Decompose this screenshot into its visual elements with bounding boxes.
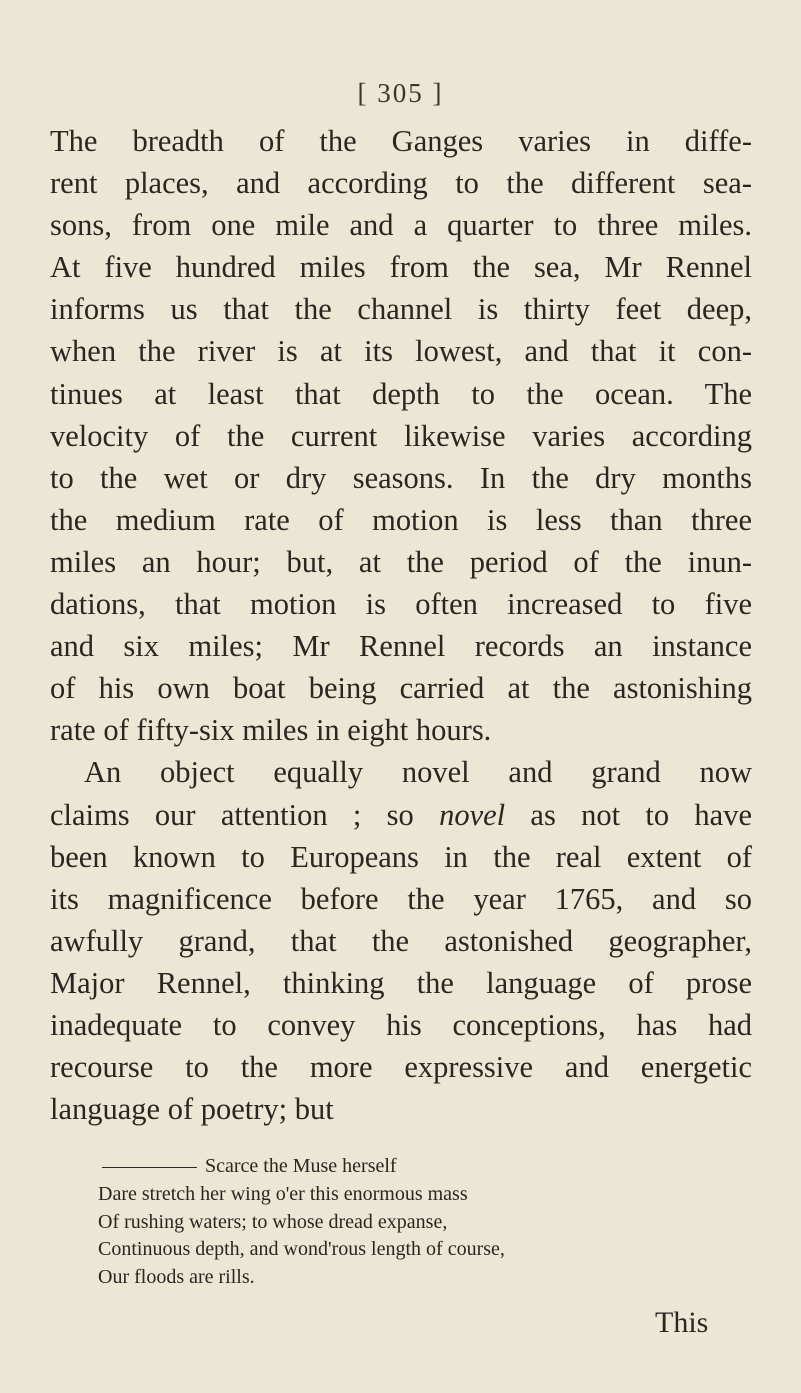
quote-line: Dare stretch her wing o'er this enormous mass <box>98 1182 468 1205</box>
text-line: At five hundred miles from the sea, Mr Rennel <box>50 250 752 285</box>
text-line: informs us that the channel is thirty feet deep, <box>50 292 752 327</box>
text-line: dations, that motion is often increased to five <box>50 587 752 622</box>
text-line: been known to Europeans in the real extent of <box>50 839 752 874</box>
quote-text: Scarce the Muse herself <box>205 1155 397 1177</box>
paragraph-start-line: An object equally novel and grand now <box>84 755 752 790</box>
text-segment: as not to have <box>505 797 752 832</box>
text-line: and six miles; Mr Rennel records an instance <box>50 629 752 664</box>
text-line: inadequate to convey his conceptions, has had <box>50 1007 752 1042</box>
page-number-header: [ 305 ] <box>357 78 444 108</box>
em-rule <box>102 1167 197 1168</box>
quote-line <box>98 1153 558 1181</box>
text-line: velocity of the current likewise varies according <box>50 418 752 453</box>
text-line: its magnificence before the year 1765, and so <box>50 881 752 916</box>
body-text <box>50 120 752 1130</box>
quote-line: Of rushing waters; to whose dread expanse, <box>98 1210 448 1233</box>
text-line: The breadth of the Ganges varies in diffe- <box>50 124 752 158</box>
text-line: when the river is at its lowest, and that it con- <box>50 334 752 369</box>
text-line: the medium rate of motion is less than three <box>50 502 752 537</box>
text-line: tinues at least that depth to the ocean. The <box>50 376 752 411</box>
text-line: awfully grand, that the astonished geographer, <box>50 923 752 958</box>
text-segment: claims our attention ; so <box>50 797 440 832</box>
catchword: This <box>655 1306 709 1339</box>
quote-line: Our floods are rills. <box>98 1266 255 1289</box>
text-line-with-italic <box>50 794 752 836</box>
text-line: Major Rennel, thinking the language of prose <box>50 965 752 1000</box>
text-line: sons, from one mile and a quarter to three miles. <box>50 208 752 243</box>
text-line: miles an hour; but, at the period of the inun- <box>50 544 752 579</box>
text-line: recourse to the more expressive and energetic <box>50 1050 752 1085</box>
text-line: language of poetry; but <box>50 1092 334 1127</box>
italic-word: novel <box>439 797 506 832</box>
text-line: rent places, and according to the different sea- <box>50 166 752 201</box>
text-line: to the wet or dry seasons. In the dry months <box>50 460 752 495</box>
text-line: rate of fifty-six miles in eight hours. <box>50 713 492 748</box>
text-line: of his own boat being carried at the astonishing <box>50 671 752 706</box>
quote-line: Continuous depth, and wond'rous length of course, <box>98 1238 505 1261</box>
poetry-quotation <box>98 1153 558 1292</box>
